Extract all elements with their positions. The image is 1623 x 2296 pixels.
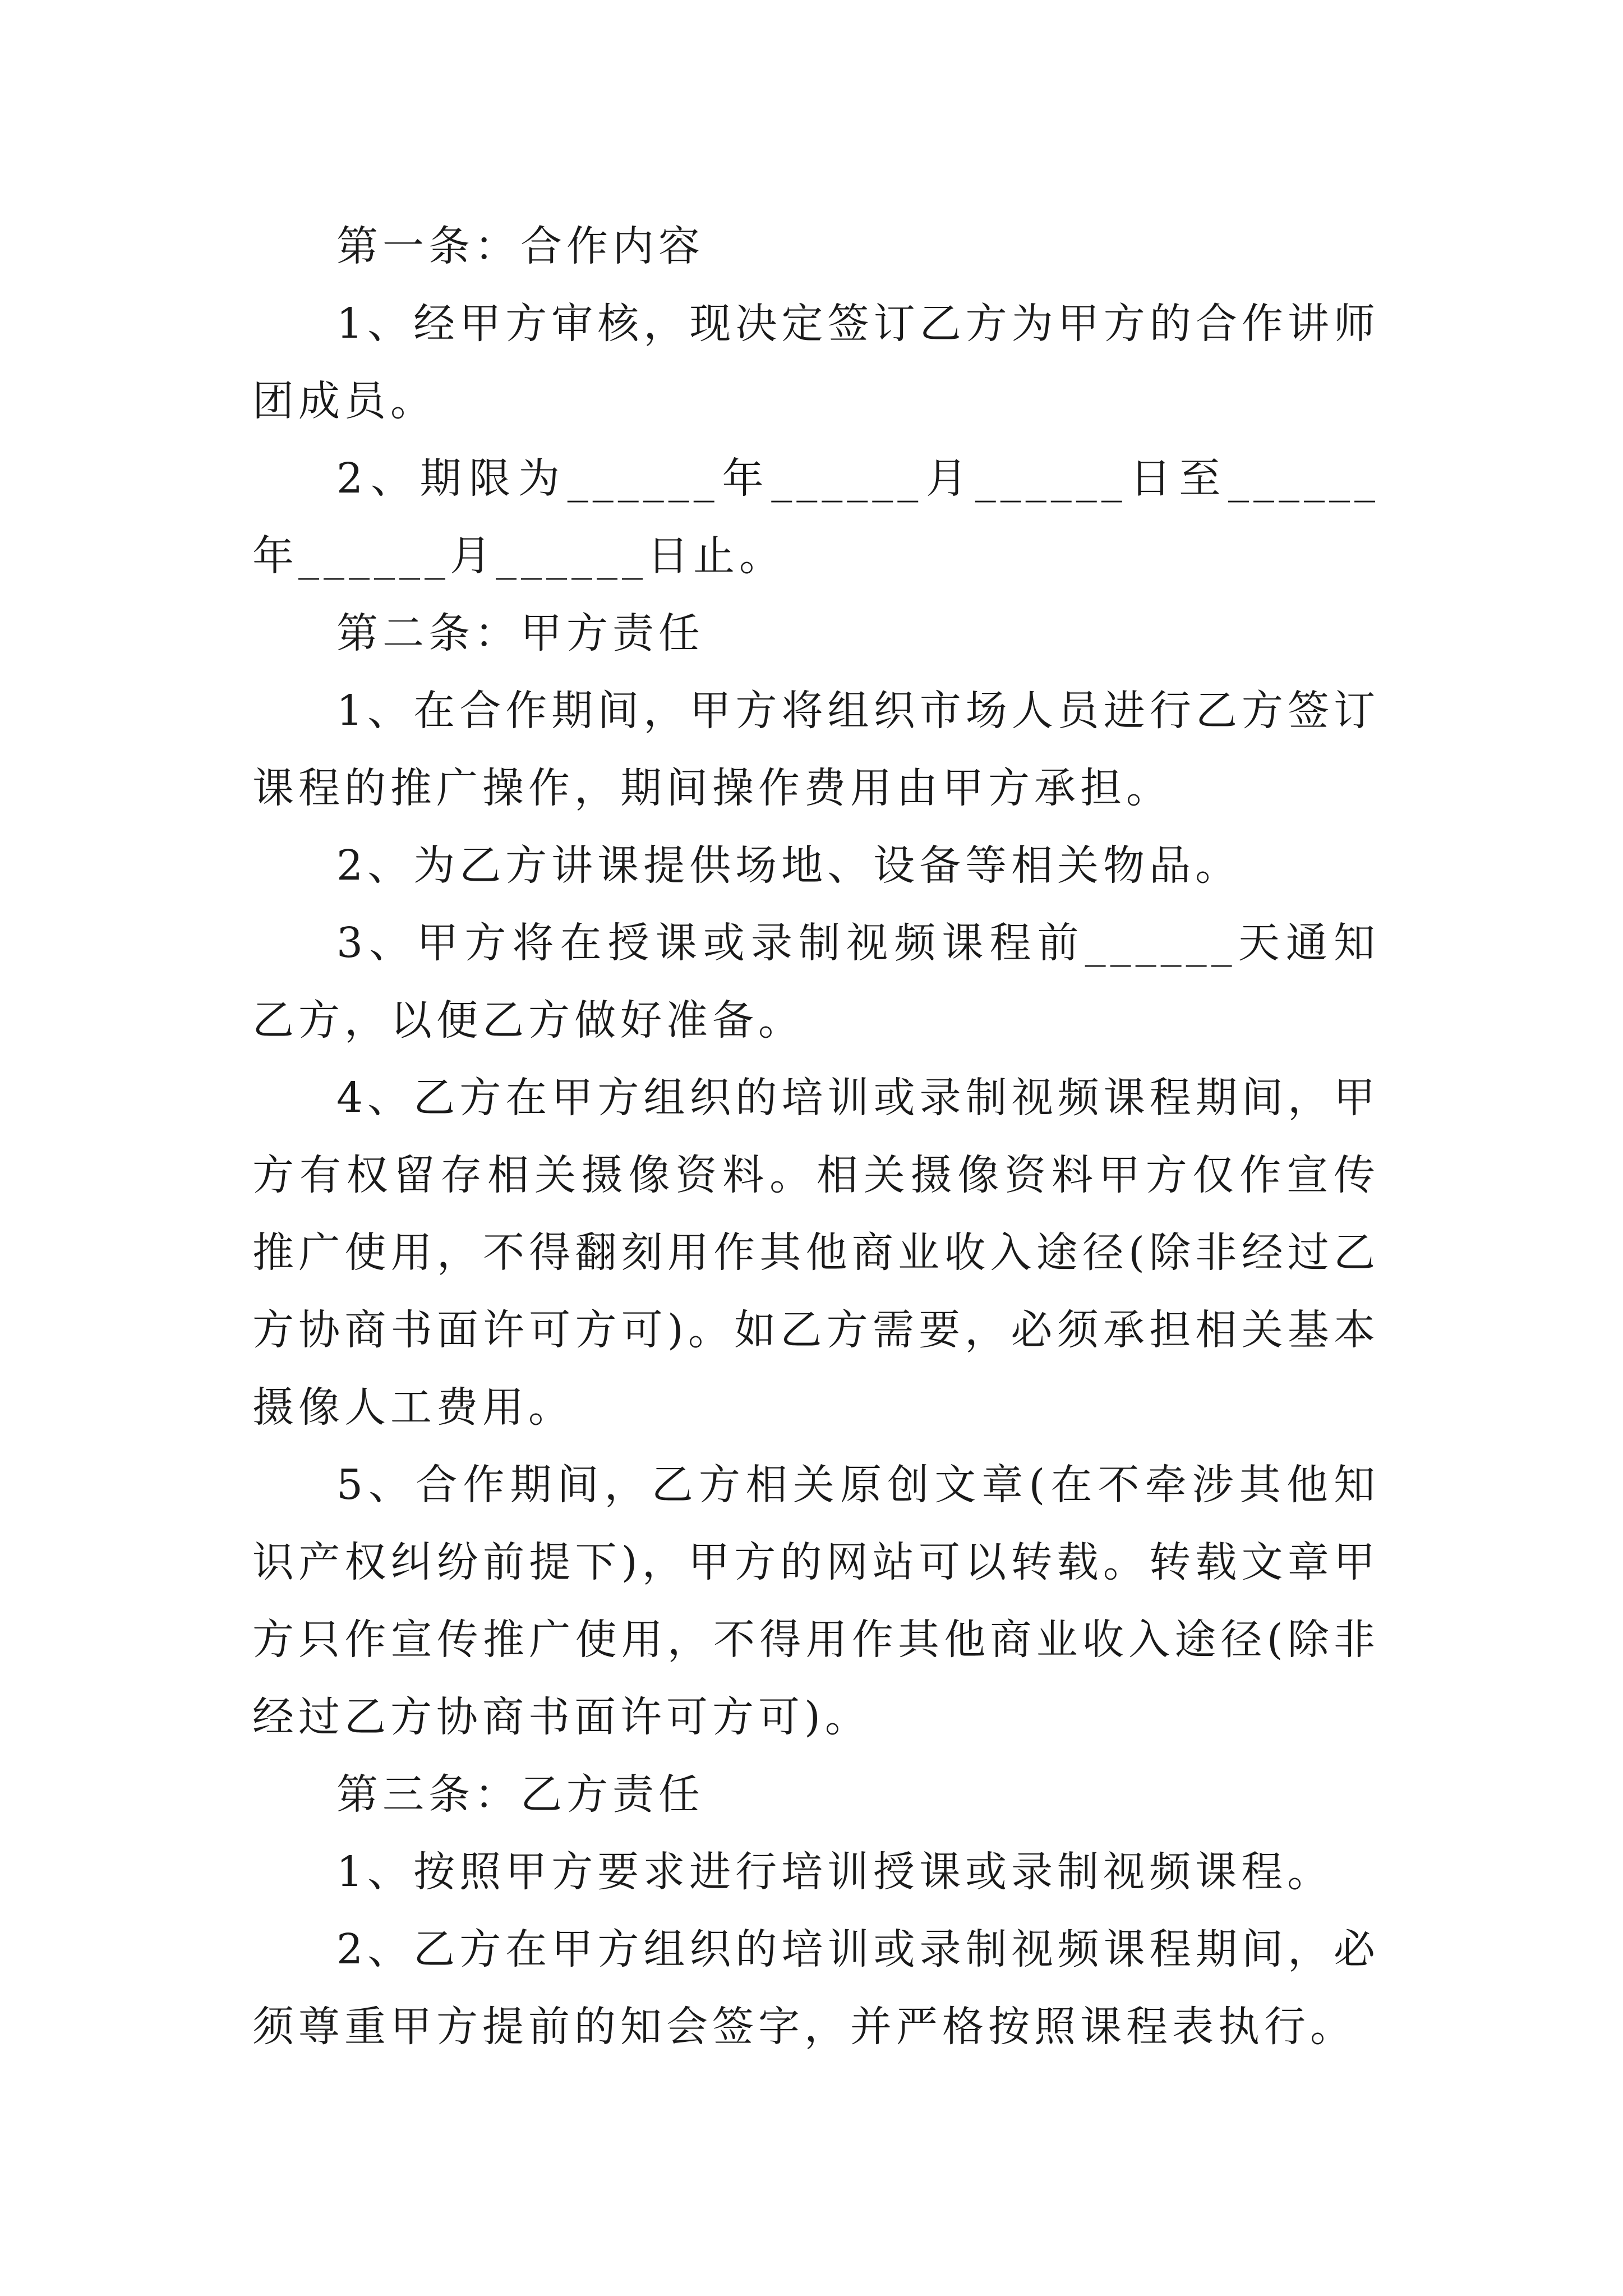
paragraph: 1、按照甲方要求进行培训授课或录制视频课程。 (336, 1848, 1334, 1896)
paragraph: 2、乙方在甲方组织的培训或录制视频课程期间，必须尊重甲方提前的知会签字，并严格按照课程表执行。 (252, 1925, 1380, 2051)
document-body (252, 208, 1380, 2065)
paragraph: 1、经甲方审核，现决定签订乙方为甲方的合作讲师团成员。 (252, 300, 1380, 425)
paragraph: 5、合作期间，乙方相关原创文章(在不牵涉其他知识产权纠纷前提下)，甲方的网站可以转载。转载文章甲方只作宣传推广使用，不得用作其他商业收入途径(除非经过乙方协商书面许可方可)。 (252, 1461, 1380, 1741)
section-heading: 第一条：合作内容 (336, 222, 704, 270)
paragraph: 2、期限为______年______月______日至______年______月______日止。 (252, 454, 1380, 580)
paragraph: 4、乙方在甲方组织的培训或录制视频课程期间，甲方有权留存相关摄像资料。相关摄像资料甲方仅作宣传推广使用，不得翻刻用作其他商业收入途径(除非经过乙方协商书面许可方可)。如乙方需要，必须承担相关基本摄像人工费用。 (252, 1074, 1380, 1432)
paragraph: 1、在合作期间，甲方将组织市场人员进行乙方签订课程的推广操作，期间操作费用由甲方承担。 (252, 687, 1380, 812)
paragraph: 2、为乙方讲课提供场地、设备等相关物品。 (336, 841, 1242, 890)
paragraph: 3、甲方将在授课或录制视频课程前______天通知乙方，以便乙方做好准备。 (252, 919, 1380, 1045)
section-heading: 第二条：甲方责任 (336, 609, 704, 657)
section-heading: 第三条：乙方责任 (336, 1770, 704, 1819)
